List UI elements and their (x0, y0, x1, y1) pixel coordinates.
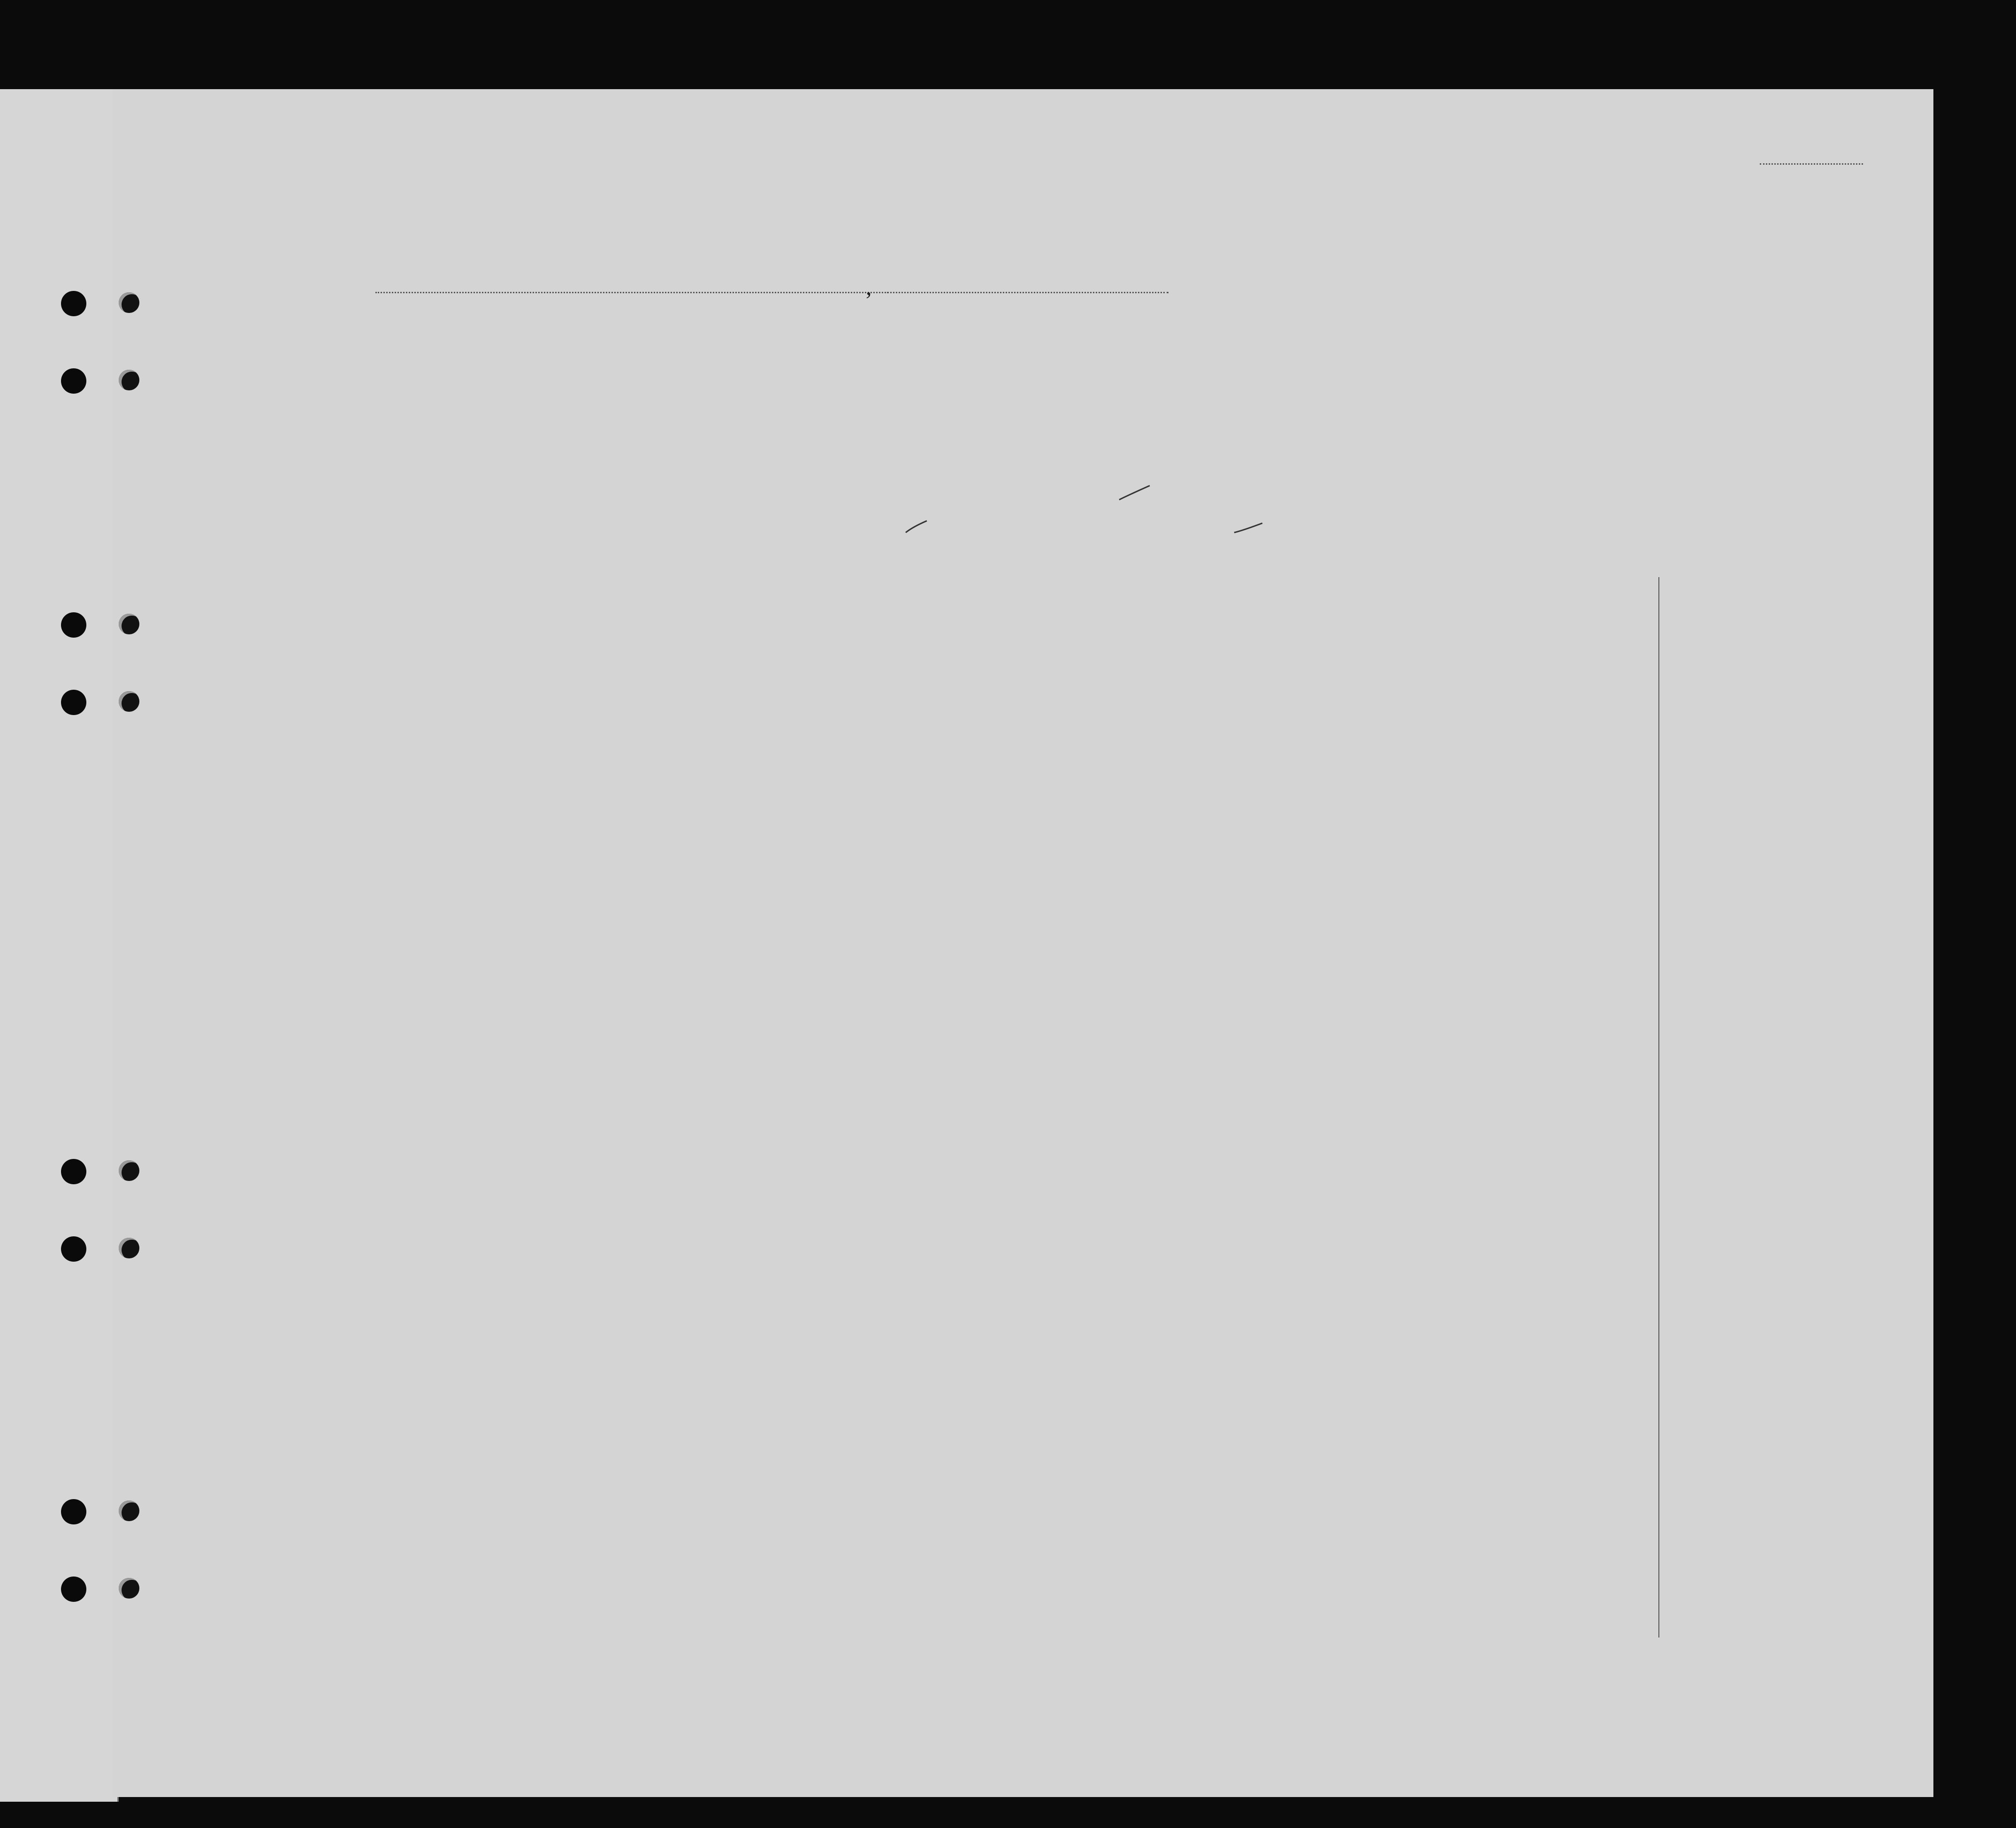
previous-page-edge (0, 89, 119, 1802)
binder-hole (61, 1159, 86, 1184)
header-arrested (1491, 352, 1512, 568)
binder-hole (61, 612, 86, 638)
binder-hole (61, 368, 86, 394)
header-return-intent (1171, 382, 1205, 568)
binder-hole (61, 690, 86, 715)
binder-hole (61, 1577, 86, 1602)
header-excluded (1463, 352, 1489, 568)
header-inches (1642, 521, 1664, 565)
comma: , (866, 274, 872, 300)
header-feet (1620, 521, 1642, 565)
binder-hole (61, 1236, 86, 1262)
header-citizen-intent (1240, 382, 1274, 568)
header-length-of-stay (1206, 382, 1239, 568)
manifest-sheet (113, 89, 1933, 1797)
header-anarchist (1348, 352, 1372, 568)
binder-hole (61, 291, 86, 316)
header-overthrow (1375, 352, 1422, 568)
header-prison (1279, 352, 1319, 568)
check-mark (906, 521, 927, 533)
header-ticket (606, 352, 633, 568)
check-mark (1119, 486, 1150, 500)
header-fifty-dollars (728, 352, 755, 568)
header-labor-offer (1427, 352, 1460, 568)
binder-hole (61, 1499, 86, 1524)
header-polygamist (1322, 352, 1346, 568)
table-grid (113, 89, 1933, 1797)
